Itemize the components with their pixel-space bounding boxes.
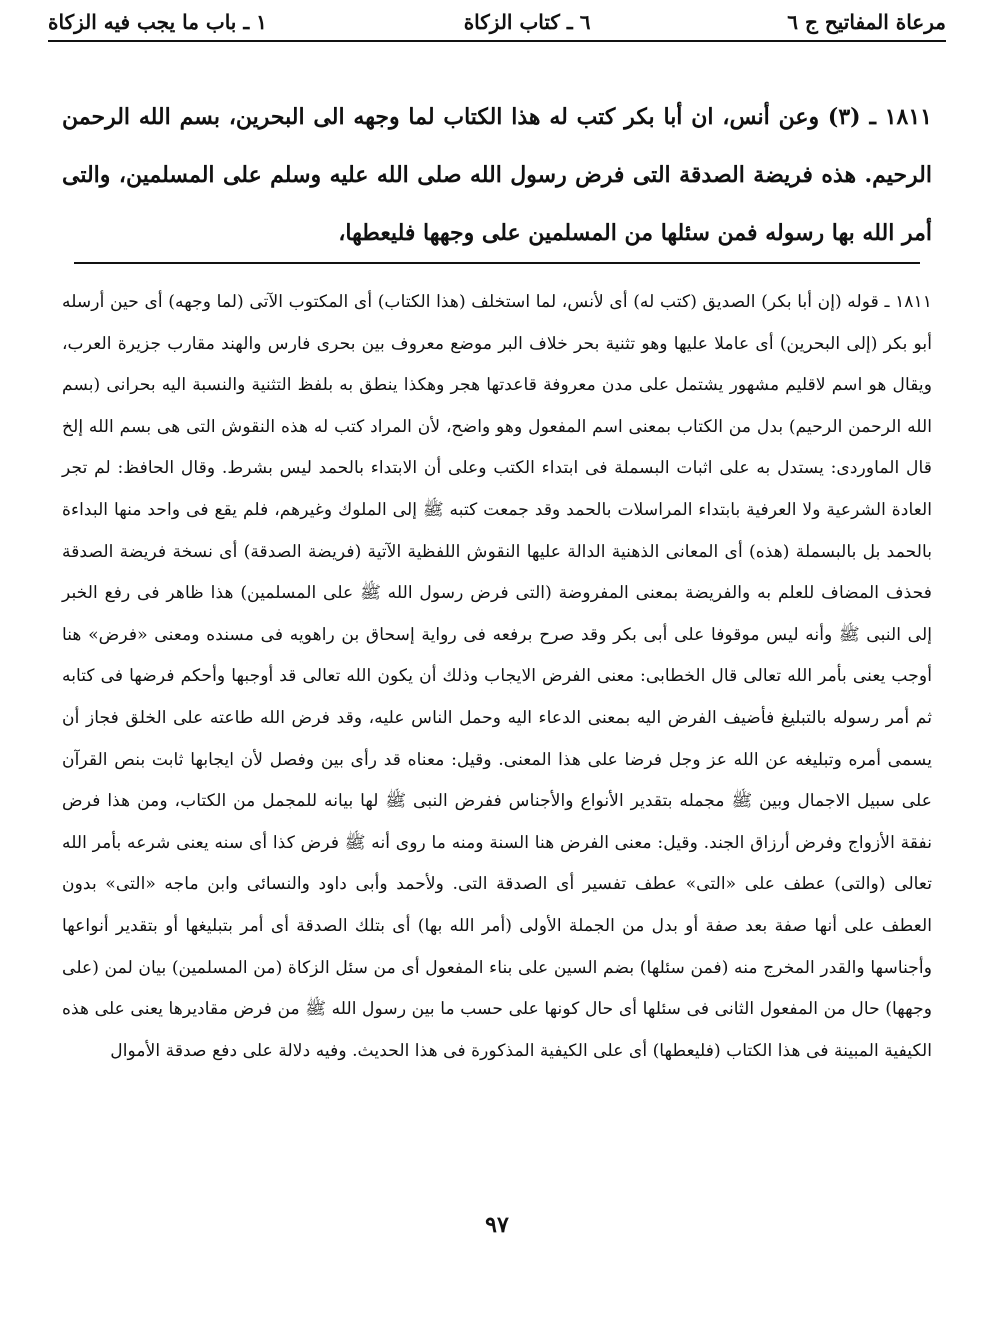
commentary-number: ١٨١١ ـ	[884, 292, 932, 312]
commentary-body: قوله (إن أبا بكر) الصديق (كتب له) أى لأنس، لما استخلف (هذا الكتاب) أى المكتوب الآتى (لما وجهه) أى حين أرسله أبو بكر (إلى البحرين) أى عاملا عليها وهو تثنية بحر خلاف البر موضع معروف بين بحرى فارس والهند مقارب جزيرة العرب، ويقال هو اسم لاقليم مشهور يشتمل على مدن معروفة قاعدتها هجر وهكذا ينطق به بلفظ التثنية والنسبة اليه بحرانى (بسم الله الرحمن الرحيم) بدل من الكتاب بمعنى اسم المفعول وهو واضح، لأن المراد كتب له هذه النقوش التى هى بسم الله إلخ قال الماوردى: يستدل به على اثبات البسملة فى ابتداء الكتب وعلى أن الابتداء بالحمد ليس بشرط. وقال الحافظ: لم تجر العادة الشرعية ولا العرفية بابتداء المراسلات بالحمد وقد جمعت كتبه ﷺ إلى الملوك وغيرهم، فلم يقع فى واحد منها البداءة بالحمد بل بالبسملة (هذه) أى المعانى الذهنية الدالة عليها النقوش اللفظية الآتية (فريضة الصدقة) أى نسخة فريضة الصدقة فحذف المضاف للعلم به والفريضة بمعنى المفروضة (التى فرض رسول الله ﷺ على المسلمين) هذا ظاهر فى رفع الخبر إلى النبى ﷺ وأنه ليس موقوفا على أبى بكر وقد صرح برفعه فى رواية إسحاق بن راهويه فى مسنده ومعنى «فرض» هنا أوجب يعنى بأمر الله تعالى قال الخطابى: معنى الفرض الايجاب وذلك أن يكون الله تعالى قد أوجبها وأحكم فرضها فى كتابه ثم أمر رسوله بالتبليغ فأضيف الفرض اليه بمعنى الدعاء اليه وحمل الناس عليه، وقد فرض الله طاعته على الخلق فجاز أن يسمى أمره وتبليغه عن الله عز وجل فرضا على هذا المعنى. وقيل: معناه قد رأى بين وفصل لأن ايجابها ثابت بنص القرآن على سبيل الاجمال وبين ﷺ مجمله بتقدير الأنواع والأجناس ففرض النبى ﷺ لها بيانه للمجمل من الكتاب، ومن هذا فرض نفقة الأزواج وفرض أرزاق الجند. وقيل: معنى الفرض هنا السنة ومنه ما روى أنه ﷺ فرض كذا أى سنه يعنى شرعه بأمر الله تعالى (والتى) عطف على «التى» عطف تفسير أى الصدقة التى. ولأحمد وأبى داود والنسائى وابن ماجه «التى» بدون العطف على أنها صفة بعد صفة أو بدل من الجملة الأولى (أمر الله بها) أى بتلك الصدقة أى أمر بتبليغها أو بتقدير أنواعها وأجناسها والقدر المخرج منه (فمن سئلها) بضم السين على بناء المفعول أى من سئل الزكاة (من المسلمين) بيان لمن (على وجهها) حال من المفعول الثانى فى سئلها أى حال كونها على حسب ما بين رسول الله ﷺ من فرض مقاديرها يعنى على هذه الكيفية المبينة فى هذا الكتاب (فليعطها) أى على الكيفية المذكورة فى هذا الحديث. وفيه دلالة على دفع صدقة الأموال	[62, 292, 932, 1061]
header-book-volume: مرعاة المفاتيح ج ٦	[787, 10, 946, 34]
running-header	[48, 4, 946, 42]
section-divider	[74, 262, 920, 264]
commentary-paragraph	[62, 282, 932, 1072]
hadith-text-block	[62, 88, 932, 262]
hadith-body: (٣) وعن أنس، ان أبا بكر كتب له هذا الكتاب لما وجهه الى البحرين، بسم الله الرحمن الرحيم. هذه فريضة الصدقة التى فرض رسول الله صلى الله عليه وسلم على المسلمين، والتى أمر الله بها رسوله فمن سئلها من المسلمين على وجهها فليعطها،	[62, 104, 932, 246]
header-section: ١ ـ باب ما يجب فيه الزكاة	[48, 10, 267, 34]
page-number: ٩٧	[485, 1212, 509, 1238]
header-chapter: ٦ ـ كتاب الزكاة	[463, 10, 591, 34]
hadith-number: ١٨١١ ـ	[869, 104, 932, 130]
commentary-block	[62, 282, 932, 1072]
